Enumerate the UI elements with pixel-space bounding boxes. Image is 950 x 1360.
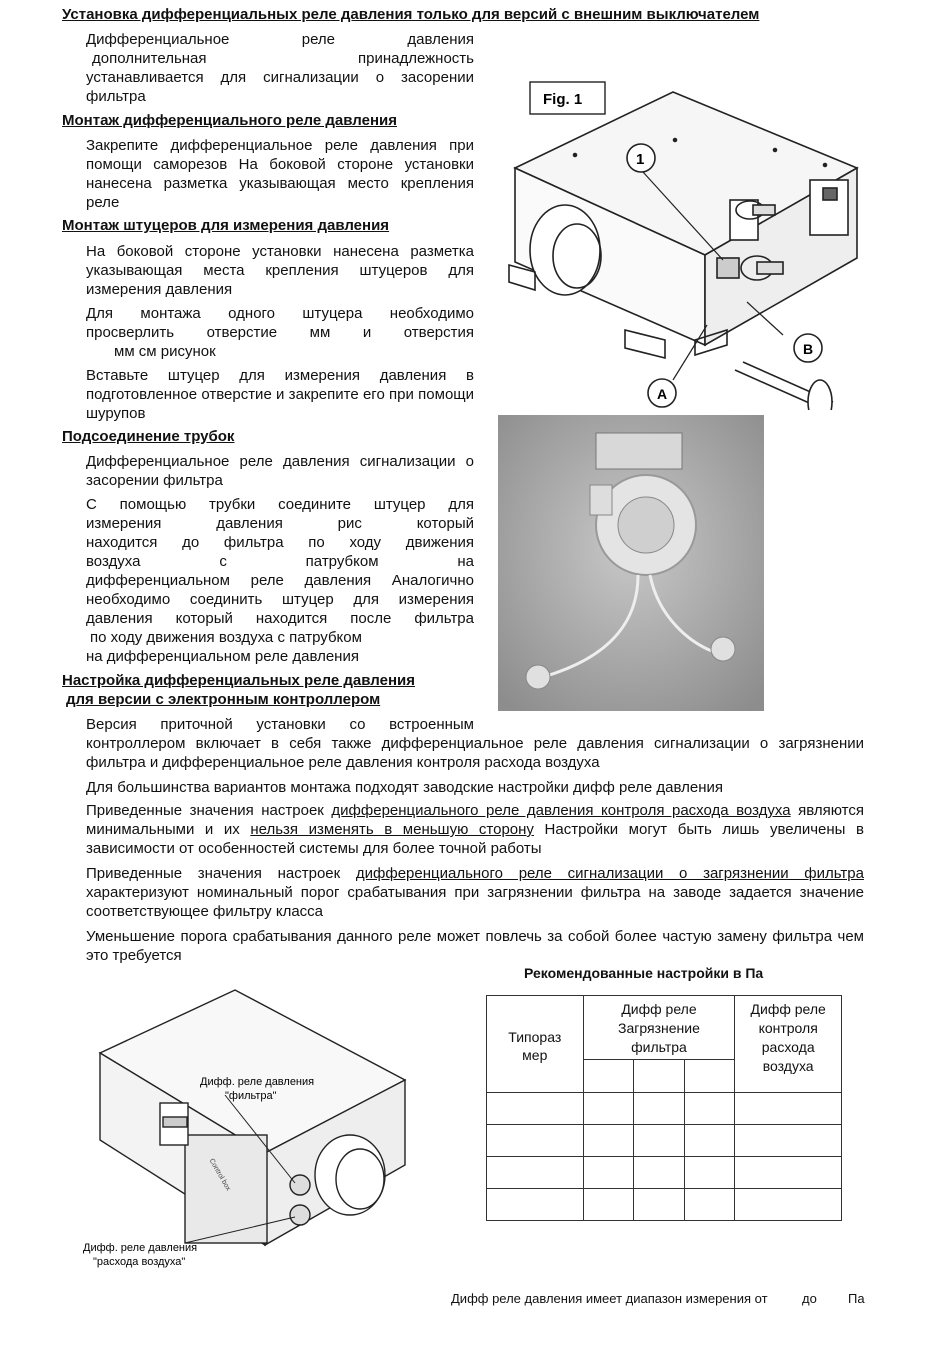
intro-line-3: устанавливается для сигнализации о засорении xyxy=(86,69,474,86)
table-title: Рекомендованные настройки в Па xyxy=(524,965,764,981)
header-filter-line-1: Дифф реле xyxy=(621,1001,697,1017)
fittings-paragraph-1: На боковой стороне установки нанесена разметка указывающая места крепления штуцеров для измерения давления xyxy=(86,243,474,298)
fig1-label: Fig. 1 xyxy=(543,91,583,108)
sub-cell-1 xyxy=(583,1060,634,1093)
relay-mount-paragraph: Закрепите дифференциальное реле давления при помощи саморезов На боковой стороне установки нанесена разметка указывающая место крепления реле xyxy=(86,137,474,211)
table-cell xyxy=(487,1125,584,1157)
fittings-p2-line-1: Для монтажа одного штуцера необходимо xyxy=(86,305,474,322)
intro-line-1: Дифференциальное реле давления xyxy=(86,31,474,48)
intro-line-4: фильтра xyxy=(86,88,146,105)
settings-paragraph-5: Уменьшение порога срабатывания данного реле может повлечь за собой более частую замену фильтра чем это требуется xyxy=(86,928,864,964)
p3-text-c: Настройки могут быть лишь увеличены в зависимости от особенностей системы для более точной работы xyxy=(86,821,865,857)
tubes-p2-line-2: измерения давления рис который xyxy=(86,515,474,532)
fittings-p2-line-3: мм см рисунок xyxy=(114,343,216,360)
tubes-p2-line-7: давления который находится после фильтра xyxy=(86,610,474,627)
label-air-line-1: Дифф. реле давления xyxy=(83,1242,198,1254)
table-cell xyxy=(487,1189,584,1221)
section-heading-settings-line-2: для версии с электронным контроллером xyxy=(66,691,381,708)
label-filter-line-2: "фильтра" xyxy=(225,1090,277,1102)
relay-small xyxy=(717,258,739,278)
header-type-text: Типораз мер xyxy=(508,1029,562,1063)
header-filter-line-3: фильтра xyxy=(631,1039,687,1055)
fittings-paragraph-3: Вставьте штуцер для измерения давления в подготовленное отверстие и закрепите его при помощи шурупов xyxy=(86,367,474,422)
label-filter-line-1: Дифф. реле давления xyxy=(200,1076,315,1088)
intro-line-2: дополнительная принадлежность xyxy=(92,50,474,67)
fittings-paragraph-2 xyxy=(86,304,474,361)
header-type xyxy=(487,996,584,1093)
tubes-p2-line-5: дифференциальном реле давления Аналогично xyxy=(86,572,474,589)
duct-opening xyxy=(530,205,600,295)
settings-paragraph-3 xyxy=(86,801,864,858)
figure-1-drawing xyxy=(495,40,895,410)
callout-b: B xyxy=(803,341,814,357)
p4-text-a: Приведенные значения настроек xyxy=(86,865,356,882)
fittings-p2-line-2: просверлить отверстие мм и отверстия xyxy=(86,324,474,341)
header-air xyxy=(735,996,842,1093)
callout-1: 1 xyxy=(636,151,645,168)
footer-range-text: Дифф реле давления имеет диапазон измерения от xyxy=(451,1291,768,1306)
settings-table xyxy=(486,995,842,1221)
header-air-text: Дифф реле контроля расхода воздуха xyxy=(750,1001,826,1074)
label-air-line-2: "расхода воздуха" xyxy=(93,1256,186,1268)
control-box-label: Control box xyxy=(207,1157,232,1193)
settings-p1-line-1: Версия приточной установки со встроенным xyxy=(86,716,474,733)
figure-unit-with-relays xyxy=(75,975,415,1275)
tubes-p2-line-8: по ходу движения воздуха с патрубком xyxy=(90,629,362,646)
footer-to: до xyxy=(802,1291,817,1306)
foot-mid xyxy=(625,330,665,358)
callout-a: A xyxy=(657,386,668,402)
relay-photo xyxy=(498,415,764,711)
tubes-p2-line-1: С помощью трубки соедините штуцер для xyxy=(86,496,474,513)
section-heading-fittings: Монтаж штуцеров для измерения давления xyxy=(62,217,390,234)
tubes-p2-line-9: на дифференциальном реле давления xyxy=(86,648,359,665)
p3-underlined-1: дифференциального реле давления контроля расхода воздуха xyxy=(331,802,791,819)
intro-paragraph xyxy=(86,30,474,106)
tubes-paragraph-2 xyxy=(86,495,474,666)
p3-text-a: Приведенные значения настроек xyxy=(86,802,332,819)
sub-cell-2 xyxy=(634,1060,685,1093)
table-cell xyxy=(487,1093,584,1125)
p4-text-b: характеризуют номинальный порог срабатывания при загрязнении фильтра на заводе задается значение соответствующее фильтру класса xyxy=(86,884,864,920)
section-heading-tubes: Подсоединение трубок xyxy=(62,428,235,445)
tubes-paragraph-1: Дифференциальное реле давления сигнализации о засорении фильтра xyxy=(86,453,474,489)
settings-paragraph-4 xyxy=(86,864,864,921)
tubes-p2-line-6: необходимо соединить штуцер для измерения xyxy=(86,591,474,608)
footer-unit: Па xyxy=(848,1291,865,1306)
p4-underlined-1: дифференциального реле сигнализации о загрязнении фильтра xyxy=(355,865,864,882)
header-filter xyxy=(583,996,735,1060)
settings-paragraph-2: Для большинства вариантов монтажа подходят заводские настройки дифф реле давления xyxy=(86,779,724,796)
header-filter-line-2: Загрязнение xyxy=(618,1020,700,1036)
p3-text-b: являются минимальными и их xyxy=(86,802,864,838)
tubes-p2-line-3: находится до фильтра по ходу движения xyxy=(86,534,474,551)
settings-p1-rest: контроллером включает в себя также дифференциальное реле давления сигнализации о загрязнении фильтра и дифференциальное реле давления контроля расхода воздуха xyxy=(86,735,864,771)
sub-cell-3 xyxy=(684,1060,735,1093)
section-heading-settings-line-1: Настройка дифференциальных реле давления xyxy=(62,672,415,689)
page-title: Установка дифференциальных реле давления только для версий с внешним выключателем xyxy=(62,6,760,23)
section-heading-relay-mount: Монтаж дифференциального реле давления xyxy=(62,112,397,129)
tubes-p2-line-4: воздуха с патрубком на xyxy=(86,553,474,570)
table-cell xyxy=(487,1157,584,1189)
p3-underlined-2: нельзя изменять в меньшую сторону xyxy=(250,821,534,838)
